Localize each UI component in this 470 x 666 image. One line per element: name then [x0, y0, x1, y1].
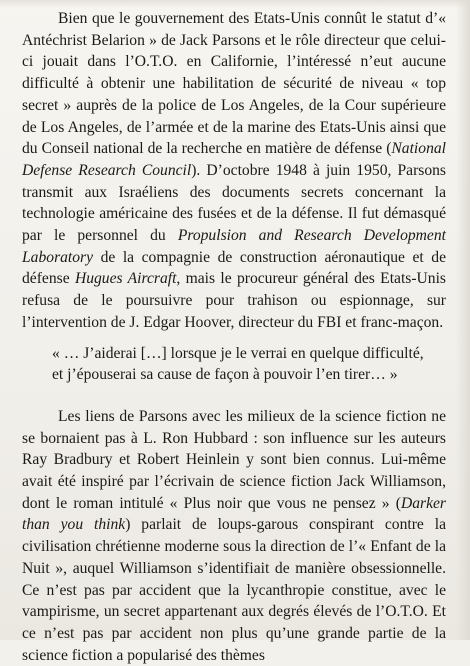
paragraph-gap — [22, 396, 446, 406]
text-run: Bien que le gouvernement des Etats-Unis connût le statut d’« Antéchrist Belarion » de Jack Parsons et le rôle directeur que celui-ci jouait dans l’O.T.O. en Californie, l’intéressé n’eut aucune difficulté à obtenir une habilitation de sécurité de niveau « top secret » auprès de la police de Los Angeles, de la Cour supérieure de Los Angeles, de l’armée et de la marine des Etats-Unis ainsi que du Conseil national de la recherche en matière de défense ( — [22, 10, 446, 158]
page-edge-shadow-right — [456, 0, 470, 640]
text-run: ) parlait de loups-garous conspirant contre la civilisation chrétienne moderne sous la direction de l’« Enfant de la Nuit », auquel Williamson s’identifiait de manière obsessionnelle. Ce n’est pas par accident que la lycanthropie constitue, avec le vampirisme, un secret appartenant aux degrés élevés de l’O.T.O. Et ce n’est pas par accident non plus qu’une grande partie de la science fiction a popularisé des thèmes — [22, 516, 446, 664]
paragraph-science-fiction — [22, 406, 446, 666]
italic-company-name: Hugues Aircraft — [74, 270, 177, 288]
quote-line: et j’épouserai sa cause de façon à pouvoir l’en tirer… » — [52, 366, 398, 384]
text-run: Les liens de Parsons avec les milieux de la science fiction ne se bornaient pas à L. Ron Hubbard : son influence sur les auteurs Ray Bradbury et Robert Heinlein y sont bien connus. Lui-même avait été inspiré par l’écrivain de science fiction Jack Williamson, dont le roman intitulé « Plus noir que vous ne pensez » ( — [22, 407, 446, 512]
text-run: , mais le procureur général des Etats-Unis refusa de le poursuivre pour trahison ou espionnage, sur l’intervention de J. Edgar Hoover, directeur du FBI et franc-maçon. — [22, 270, 446, 331]
quote-line: « … J’aiderai […] lorsque je le verrai en quelque difficulté, — [52, 344, 424, 362]
italic-novel-title: Darker than you think — [22, 494, 446, 534]
italic-laboratory-name: Propulsion and Research Development Laboratory — [22, 227, 446, 266]
text-run: ). D’octobre 1948 à juin 1950, Parsons transmit aux Israéliens des documents secrets concernant la technologie américaine des fusées et de la défense. Il fut démasqué par le personnel du — [22, 161, 446, 245]
body-text — [22, 8, 446, 666]
text-run: de la compagnie de construction aéronautique et de défense — [22, 248, 446, 288]
page-edge-shadow-top — [0, 0, 470, 8]
paragraph-parsons-clearance — [22, 8, 446, 334]
italic-council-name: National Defense Research Council — [22, 140, 446, 179]
block-quote — [22, 343, 446, 386]
